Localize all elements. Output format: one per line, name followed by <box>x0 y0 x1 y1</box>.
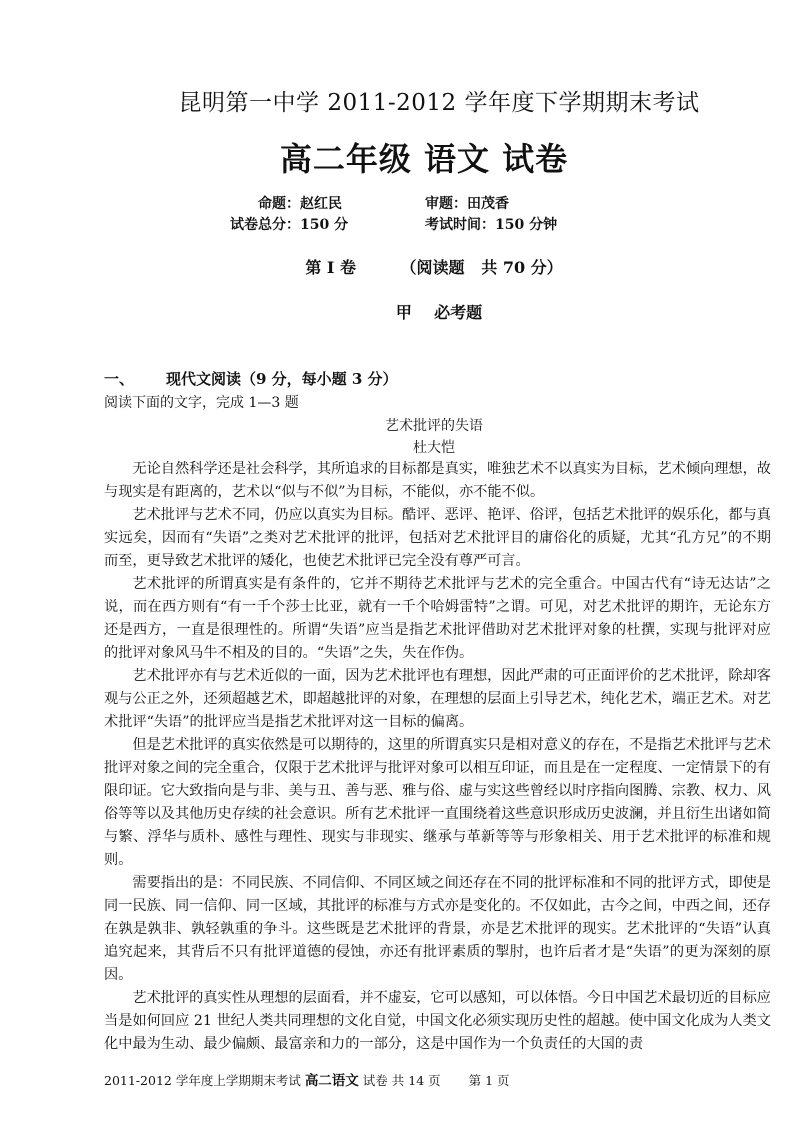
question-instruction: 阅读下面的文字，完成 1—3 题 <box>104 395 299 411</box>
reviewer-label: 审题：田茂香 <box>425 196 509 212</box>
question-heading <box>104 368 398 389</box>
article-paragraph: 无论自然科学还是社会科学，其所追求的目标都是真实，唯独艺术不以真实为目标，艺术倾向理想，故与现实是有距离的，艺术以“似与不似”为目标，不能似，亦不能不似。 <box>104 461 771 500</box>
footer-total-pages: 共 14 页 <box>391 1073 441 1088</box>
footer-page-number: 第 1 页 <box>468 1073 510 1088</box>
exam-time-label: 考试时间：150 分钟 <box>425 217 558 233</box>
question-number: 一、 <box>104 370 135 388</box>
footer-exam-label: 2011-2012 学年度上学期期末考试 <box>104 1073 301 1088</box>
article-paragraph: 艺术批评亦有与艺术近似的一面，因为艺术批评也有理想，因此严肃的可正面评价的艺术批评，除却客观与公正之外，还须超越艺术，即超越批评的对象，在理想的层面上引导艺术，纯化艺术，端正艺术。对艺术批评“失语”的批评应当是指艺术批评对这一目标的偏离。 <box>104 668 771 730</box>
exam-title: 高二年级 语文 试卷 <box>279 140 569 178</box>
article-paragraph: 艺术批评与艺术不同，仍应以真实为目标。酷评、恶评、艳评、俗评，包括艺术批评的娱乐化，都与真实远矣，因而有“失语”之类对艺术批评的批评，包括对艺术批评目的庸俗化的质疑，尤其“孔方兄”的不期而至，更导致艺术批评的矮化，也使艺术批评已完全没有尊严可言。 <box>104 507 771 569</box>
article-paragraph: 艺术批评的真实性从理想的层面看，并不虚妄，它可以感知，可以体悟。今日中国艺术最切近的目标应当是如何回应 21 世纪人类共同理想的文化自觉，中国文化必须实现历史性的超越。使中国文化成为人类文化中最为生动、最少偏颇、最富亲和力的一部分，这是中国作为一个负责任的大国的责 <box>104 990 771 1052</box>
volume-heading: 第 I 卷 （阅读题 共 70 分） <box>305 258 563 277</box>
article-title: 艺术批评的失语 <box>385 418 483 434</box>
article-paragraph: 但是艺术批评的真实依然是可以期待的，这里的所谓真实只是相对意义的存在，不是指艺术批评与艺术批评对象之间的完全重合，仅限于艺术批评与批评对象可以相互印证，而且是在一定程度、一定情景下的有限印证。它大致指向是与非、美与丑、善与恶、雅与俗、虚与实这些曾经以时序指向图腾、宗教、权力、风俗等等以及其他历史存续的社会意识。所有艺术批评一直围绕着这些意识形成历史波澜，并且衍生出诸如简与繁、浮华与质朴、感性与理性、现实与非现实、继承与革新等等与形象相关、用于艺术批评的标准和规则。 <box>104 737 771 868</box>
article-paragraph: 艺术批评的所谓真实是有条件的，它并不期待艺术批评与艺术的完全重合。中国古代有“诗无达诂”之说，而在西方则有“有一千个莎士比亚，就有一千个哈姆雷特”之谓。可见，对艺术批评的期许，无论东方还是西方，一直是很理性的。所谓“失语”应当是指艺术批评借助对艺术批评对象的杜撰，实现与批评对应的批评对象风马牛不相及的目的。“失语”之失，失在作伪。 <box>104 576 771 661</box>
total-score-label: 试卷总分：150 分 <box>230 217 349 233</box>
page-footer <box>104 1069 510 1089</box>
article-author: 杜大恺 <box>413 440 455 456</box>
article-body <box>104 458 771 1056</box>
author-label: 命题：赵红民 <box>258 196 342 212</box>
footer-subject: 高二语文 <box>304 1073 359 1089</box>
part-heading: 甲 必考题 <box>395 303 483 322</box>
school-title: 昆明第一中学 2011-2012 学年度下学期期末考试 <box>178 90 700 116</box>
footer-doc-type: 试卷 <box>362 1073 388 1088</box>
article-paragraph: 需要指出的是：不同民族、不同信仰、不同区域之间还存在不同的批评标准和不同的批评方式，即使是同一民族、同一信仰、同一区域，其批评的标准与方式亦是变化的。不仅如此，古今之间，中西之间，还存在孰是孰非、孰轻孰重的争斗。这些既是艺术批评的背景，亦是艺术批评的现实。艺术批评的“失语”认真追究起来，其背后不只有批评道德的侵蚀，亦还有批评素质的掣肘，也许后者才是“失语”的更为深刻的原因。 <box>104 875 771 983</box>
question-title: 现代文阅读（9 分，每小题 3 分） <box>166 370 398 388</box>
